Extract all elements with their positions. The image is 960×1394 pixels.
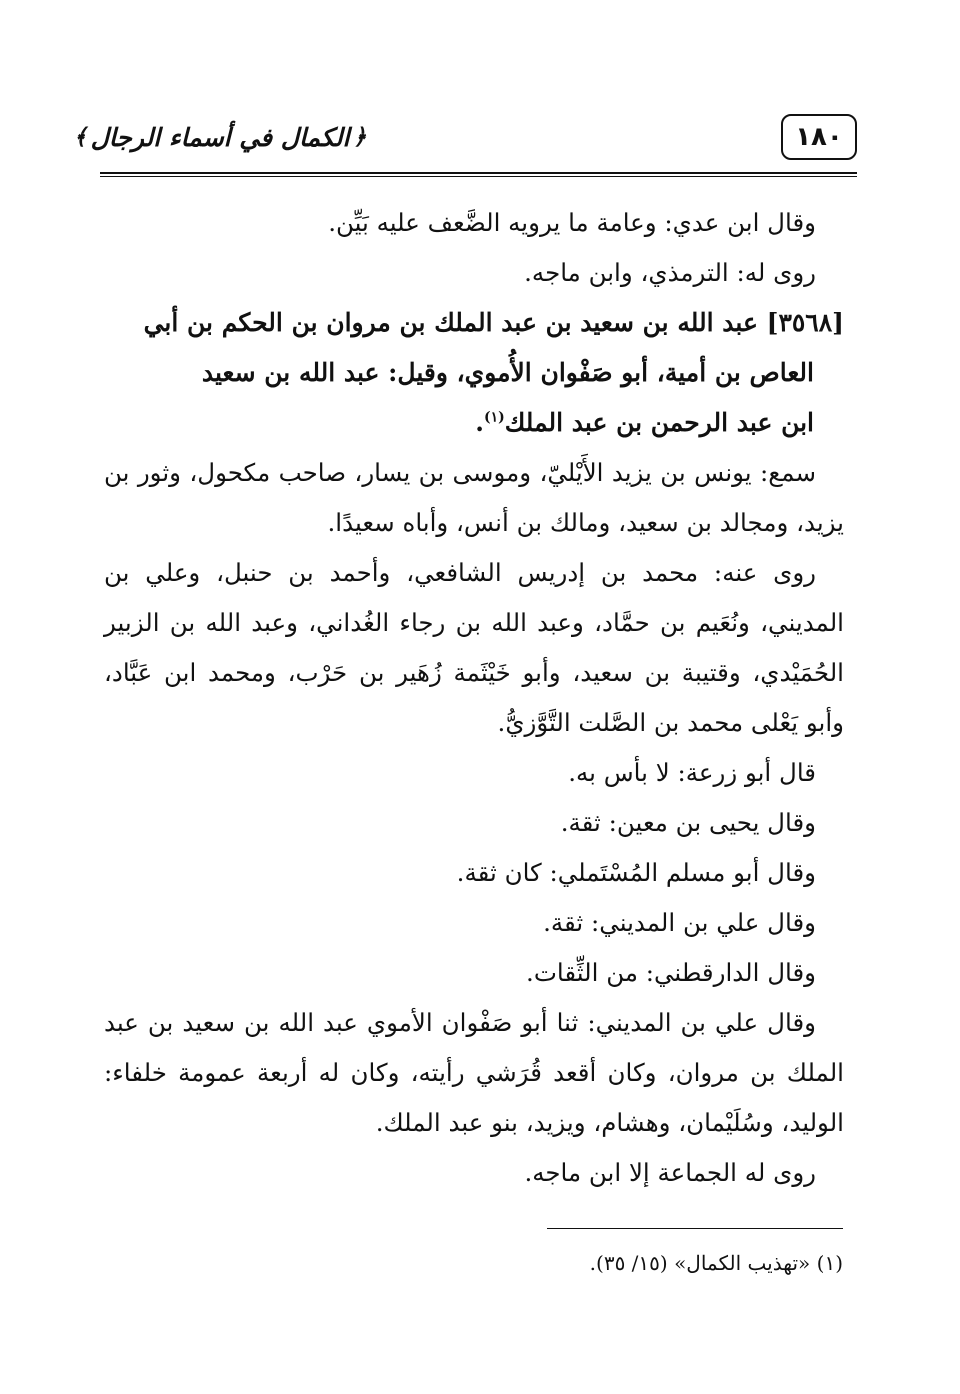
entry-name-line-1: عبد الله بن سعيد بن عبد الملك بن مروان بن الحكم بن أبي (143, 308, 758, 337)
paragraph: وقال علي بن المديني: ثنا أبو صَفْوان الأموي عبد الله بن سعيد بن عبد الملك بن مروان، وكان أقعد قُرَشي رأيته، وكان له أربعة عمومة خلفاء: الوليد، وسُلَيْمان، وهشام، ويزيد، بنو عبد الملك. (104, 1008, 844, 1137)
entry-number: [٣٥٦٨] (766, 308, 844, 337)
page-header (73, 100, 857, 178)
paragraph: وقال الدارقطني: من الثِّقات. (526, 958, 816, 987)
footnote: (١) «تهذيب الكمال» (١٥/ ٣٥). (589, 1251, 843, 1275)
paragraph: قال أبو زرعة: لا بأس به. (568, 758, 816, 787)
paragraph: وقال ابن عدي: وعامة ما يرويه الضَّعف عليه بَيِّن. (328, 208, 816, 237)
running-title (73, 106, 367, 168)
paragraph: روى له: الترمذي، وابن ماجه. (524, 258, 816, 287)
paragraph-narrated-by: روى عنه: محمد بن إدريس الشافعي، وأحمد بن حنبل، وعلي بن المديني، ونُعَيم بن حمَّاد، وعبد الله بن رجاء الغُداني، وعبد الله بن الزبير الحُمَيْدي، وقتيبة بن سعيد، وأبو خَيْثَمة زُهَير بن حَرْب، ومحمد ابن عَبَّاد، وأبو يَعْلى محمد بن الصَّلت التَّوَّزيُّ. (104, 558, 844, 737)
entry-line-3 (104, 398, 844, 448)
entry-line (144, 308, 844, 337)
paragraph: وقال أبو مسلم المُسْتَملي: كان ثقة. (456, 858, 816, 887)
paragraph: وقال علي بن المديني: ثقة. (543, 908, 816, 937)
running-title-text: الكمال في أسماء الرجال (90, 122, 350, 152)
header-rule-thin (100, 176, 857, 177)
header-rule (100, 172, 857, 174)
biography-entry-heading (104, 298, 844, 448)
footnote-ref: (١) (483, 409, 505, 426)
entry-name-line-2: العاص بن أمية، أبو صَفْوان الأُموي، وقيل: عبد الله بن سعيد (201, 358, 814, 387)
paragraph-heard-from: سمع: يونس بن يزيد الأَيْليّ، وموسى بن يسار، صاحب مكحول، وثور بن يزيد، ومجالد بن سعيد، ومالك بن أنس، وأباه سعيدًا. (104, 458, 844, 537)
ornament-icon: ﴾ (73, 124, 87, 150)
paragraph: وقال يحيى بن معين: ثقة. (560, 808, 816, 837)
footnote-separator (547, 1228, 843, 1229)
page-number: ١٨٠ (781, 114, 857, 160)
paragraph: روى له الجماعة إلا ابن ماجه. (524, 1158, 816, 1187)
entry-name-line-3: ابن عبد الرحمن بن عبد الملك (504, 408, 814, 437)
body-text (104, 198, 844, 1198)
ornament-icon: ﴿ (353, 124, 367, 150)
entry-end: . (475, 408, 484, 437)
